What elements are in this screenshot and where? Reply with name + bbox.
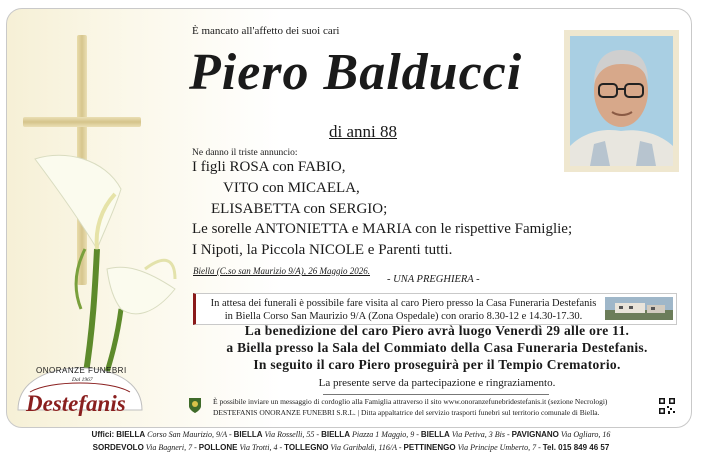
city-crest-icon [186,396,204,414]
offices-row: SORDEVOLO Via Bagneri, 7 - POLLONE Via Trotti, 4 - TOLLEGNO Via Garibaldi, 116/A - PETTINENGO Via Principe Umberto, 7 - Tel. 015 849 46 57 [92,443,610,452]
footer-line: DESTEFANIS ONORANZE FUNEBRI S.R.L. | Ditta appaltatrice del servizio trasporti funebri sul territorio comunale di Biella. [213,408,600,417]
offices-row: Uffici: BIELLA Corso San Maurizio, 9/A - BIELLA Via Rosselli, 55 - BIELLA Piazza 1 Maggio, 9 - BIELLA Via Petiva, 3 Bis - PAVIGNANO Via Ogliaro, 16 [91,430,611,439]
visit-box [193,293,677,325]
ceremony-line: La benedizione del caro Piero avrà luogo Venerdì 29 alle ore 11. [244,323,630,338]
visit-line: in Biella Corso San Maurizio 9/A (Zona Ospedale) con orario 8.30-12 e 14.30-17.30. [224,311,583,322]
office-address: Via Ogliaro, 16 [560,430,611,439]
office-address: Via Petiva, 3 Bis [451,430,505,439]
place-date: Biella (C.so san Maurizio 9/A), 26 Maggio 2026. [193,266,370,276]
office-city: PAVIGNANO [511,430,559,439]
cross-bar [23,117,141,127]
office-address: Via Principe Umberto, 7 [457,443,537,452]
office-address: Piazza 1 Maggio, 9 [351,430,415,439]
visit-text [206,297,601,323]
funeral-home-photo [605,297,673,320]
closing-text: La presente serve da partecipazione e ringraziamento. [318,377,556,389]
family-line: ELISABETTA con SERGIO; [211,201,388,217]
portrait-image [570,36,673,166]
office-address: Corso San Maurizio, 9/A [147,430,227,439]
office-city: BIELLA [321,430,350,439]
logo-since: Dal 1967 [72,377,93,383]
ceremony-line: a Biella presso la Sala del Commiato della Casa Funeraria Destefanis. [226,340,648,355]
office-city: BIELLA [116,430,146,439]
office-city: BIELLA [420,430,450,439]
qr-code-icon [658,397,676,415]
office-phone: Tel. 015 849 46 57 [542,443,610,452]
office-city: SORDEVOLO [92,443,144,452]
divider [323,394,549,395]
family-line: Le sorelle ANTONIETTA e MARIA con le rispettive Famiglie; [192,221,573,237]
office-address: Via Rosselli, 55 [264,430,315,439]
family-line: VITO con MICAELA, [223,180,360,196]
calla-lily-icon [25,139,185,379]
visit-line: In attesa dei funerali è possibile fare visita al caro Piero presso la Casa Funeraria Destefanis [210,298,597,309]
family-line: I figli ROSA con FABIO, [192,159,346,175]
office-city: PETTINENGO [403,443,456,452]
office-address: Via Bagneri, 7 [145,443,193,452]
prayer-label: - UNA PREGHIERA - [387,274,480,285]
deceased-name: Piero Balducci [189,44,523,101]
office-city: POLLONE [198,443,238,452]
age-text: di anni 88 [329,122,397,141]
office-address: Via Garibaldi, 116/A [330,443,397,452]
footer-line: È possibile inviare un messaggio di cordoglio alla Famiglia attraverso il sito www.onoranzefunebridestefanis.it (sezione Necrologi) [213,397,608,406]
ceremony-line: In seguito il caro Piero proseguirà per il Tempio Crematorio. [253,357,621,372]
footer-text [213,396,607,418]
announce-label: Ne danno il triste annuncio: [192,148,298,158]
logo-arc-text: ONORANZE FUNEBRI [36,366,127,375]
family-line: I Nipoti, la Piccola NICOLE e Parenti tutti. [192,242,453,258]
portrait-photo [564,30,679,172]
offices-label: Uffici: [91,430,115,439]
logo-name: Destefanis [26,391,126,416]
office-address: Via Trotti, 4 [239,443,278,452]
intro-text: È mancato all'affetto dei suoi cari [192,25,340,37]
office-city: TOLLEGNO [284,443,329,452]
office-city: BIELLA [233,430,263,439]
